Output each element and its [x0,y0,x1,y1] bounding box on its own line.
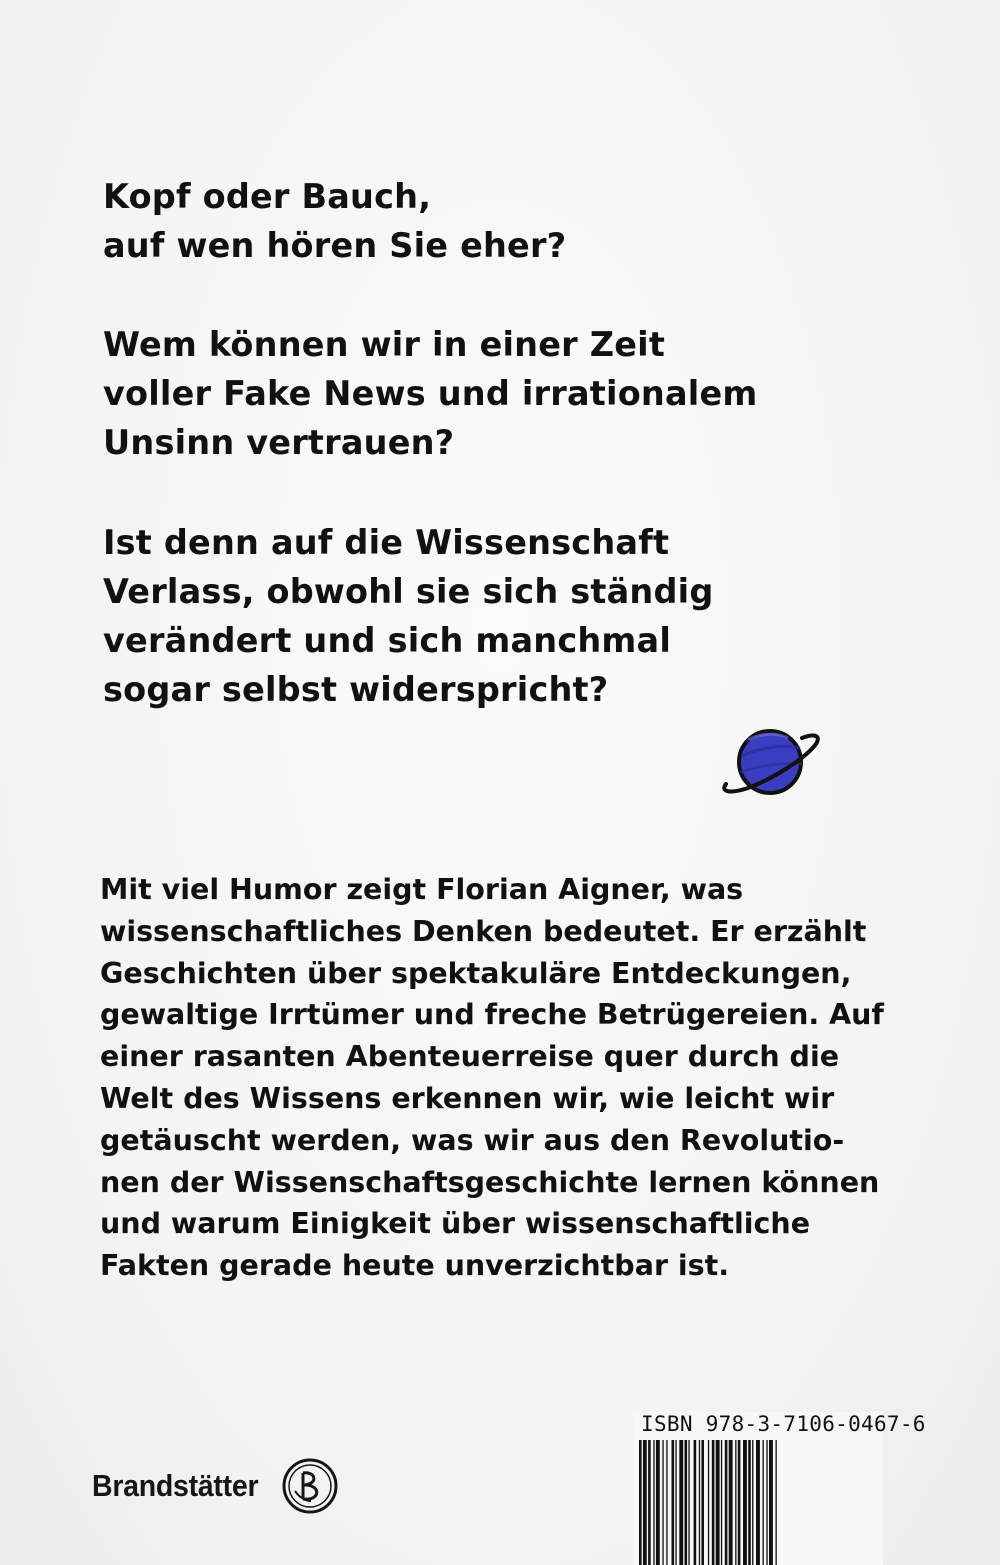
blurb-line: nen der Wissenschaftsgeschichte lernen können [100,1165,880,1199]
question-paragraph-2 [103,320,863,467]
barcode-bar [735,1440,736,1565]
question-line: sogar selbst widerspricht? [103,670,609,709]
question-line: Ist denn auf die Wissenschaft [103,523,670,562]
blurb-line: Geschichten über spektakuläre Entdeckungen, [100,956,852,990]
blurb-line: wissenschaftliches Denken bedeutet. Er erzählt [100,914,867,948]
barcode-bar [763,1440,764,1565]
question-paragraph-1 [103,172,863,270]
blurb-paragraph [100,869,920,1287]
barcode-bar [694,1440,697,1565]
barcode-bar [656,1440,660,1565]
barcode-bar [752,1440,753,1565]
barcode-bar [725,1440,728,1565]
barcode-bar [716,1440,720,1565]
blurb-line: getäuscht werden, was wir aus den Revolutio- [100,1123,845,1157]
brandstaetter-logo-icon [281,1457,339,1515]
barcode-bar [748,1440,751,1565]
publisher-name: Brandstätter [92,1468,259,1503]
barcode-bar [766,1440,767,1565]
blurb-line: Mit viel Humor zeigt Florian Aigner, was [100,873,744,906]
barcode-bar [643,1440,647,1565]
barcode-bar [653,1440,654,1565]
question-line: verändert und sich manchmal [103,621,672,660]
question-line: Verlass, obwohl sie sich ständig [103,572,714,611]
isbn-text: ISBN 978-3-7106-0467-6 [641,1412,926,1436]
barcode-bar [672,1440,675,1565]
barcode-bar [721,1440,722,1565]
barcode-bar [769,1440,773,1565]
question-line: Unsinn vertrauen? [103,423,455,462]
barcode-bar [648,1440,651,1565]
barcode-bar [662,1440,663,1565]
barcode-bar [756,1440,760,1565]
barcode-bar [679,1440,683,1565]
barcode-bar [685,1440,688,1565]
publisher-imprint [92,1454,339,1518]
blurb-line: Welt des Wissens erkennen wir, wie leicht wir [100,1081,835,1115]
barcode-bar [675,1440,676,1565]
blurb-line: gewaltige Irrtümer und freche Betrügereien. Auf [100,998,884,1032]
blurb-line: und warum Einigkeit über wissenschaftliche [100,1207,811,1241]
isbn-barcode-area [633,1412,926,1565]
barcode-bar [776,1440,777,1565]
question-line: voller Fake News und irrationalem [103,374,758,413]
question-line: Wem können wir in einer Zeit [103,325,666,364]
barcode-bar [729,1440,733,1565]
barcode-bar [738,1440,741,1565]
barcode-bar [708,1440,709,1565]
barcode [637,1440,879,1565]
barcode-bar [699,1440,700,1565]
question-line: Kopf oder Bauch, [103,177,432,216]
barcode-bar [666,1440,667,1565]
question-line: auf wen hören Sie eher? [103,226,567,265]
barcode-bar [701,1440,704,1565]
barcode-bar [743,1440,747,1565]
planet-icon [718,722,822,802]
blurb-line: einer rasanten Abenteuerreise quer durch die [100,1040,840,1074]
blurb-line: Fakten gerade heute unverzichtbar ist. [100,1249,730,1283]
question-paragraph-3 [103,518,863,714]
barcode-bar [712,1440,715,1565]
barcode-bar [639,1440,642,1565]
barcode-bar [688,1440,689,1565]
